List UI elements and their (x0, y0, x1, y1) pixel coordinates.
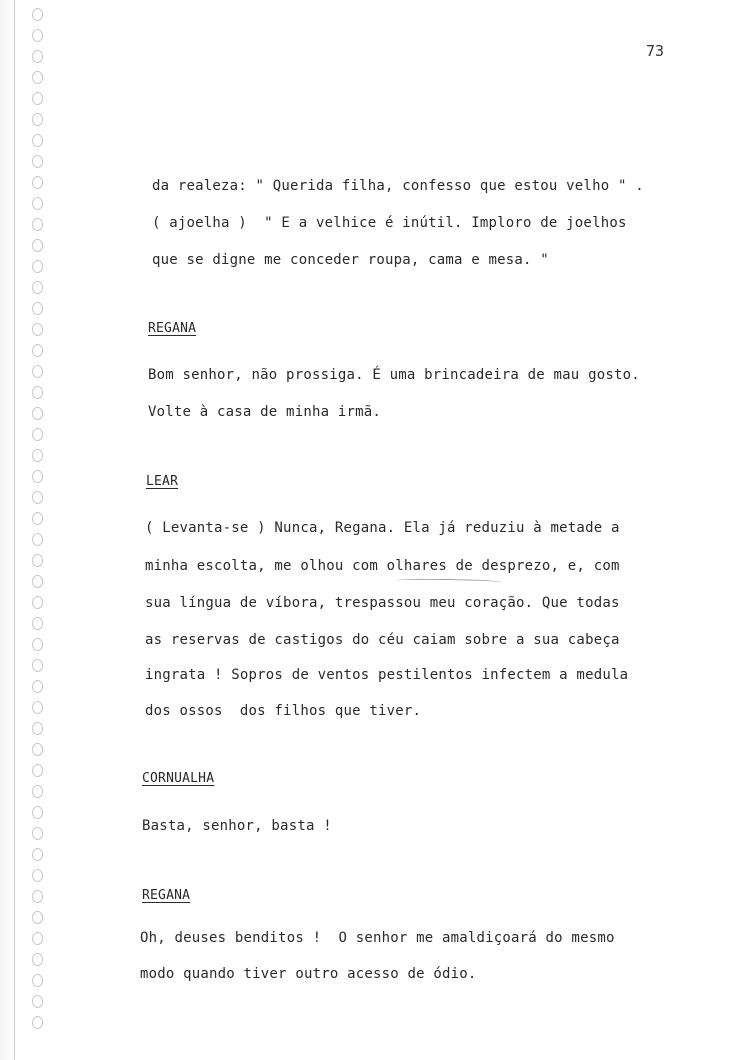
binder-hole (32, 134, 43, 147)
binder-hole (32, 155, 43, 168)
binder-hole (32, 764, 43, 777)
binder-hole (32, 344, 43, 357)
text-line: dos ossos dos filhos que tiver. (145, 703, 422, 719)
binder-hole (32, 449, 43, 462)
binder-hole (32, 743, 43, 756)
binder-hole (32, 92, 43, 105)
pencil-underline-mark (396, 578, 502, 585)
binder-hole (32, 491, 43, 504)
speaker-name: CORNUALHA (142, 771, 215, 786)
binder-hole (32, 953, 43, 966)
binder-hole (32, 1016, 43, 1029)
binder-hole (32, 554, 43, 567)
text-line: ( ajoelha ) " E a velhice é inútil. Imploro de joelhos (152, 215, 627, 231)
binder-hole (32, 995, 43, 1008)
binder-hole (32, 50, 43, 63)
binder-hole (32, 911, 43, 924)
binder-hole (32, 974, 43, 987)
binder-hole (32, 176, 43, 189)
binder-hole (32, 617, 43, 630)
paper-left-edge (0, 0, 15, 1060)
binder-hole (32, 281, 43, 294)
binder-hole (32, 218, 43, 231)
text-line: da realeza: " Querida filha, confesso que estou velho " . (152, 178, 644, 194)
binder-hole (32, 575, 43, 588)
binder-hole (32, 29, 43, 42)
binder-hole (32, 365, 43, 378)
binder-hole (32, 386, 43, 399)
speaker-name: REGANA (142, 888, 191, 903)
binder-hole (32, 197, 43, 210)
binder-hole (32, 659, 43, 672)
binder-hole (32, 512, 43, 525)
binder-holes (32, 8, 48, 1038)
binder-hole (32, 638, 43, 651)
binder-hole (32, 239, 43, 252)
binder-hole (32, 470, 43, 483)
binder-hole (32, 533, 43, 546)
binder-hole (32, 785, 43, 798)
binder-hole (32, 869, 43, 882)
binder-hole (32, 890, 43, 903)
page-number: 73 (646, 42, 665, 60)
text-line: Basta, senhor, basta ! (142, 818, 332, 834)
text-line: Oh, deuses benditos ! O senhor me amaldiçoará do mesmo (140, 930, 615, 946)
binder-hole (32, 806, 43, 819)
binder-hole (32, 302, 43, 315)
text-line: Volte à casa de minha irmã. (148, 404, 381, 420)
binder-hole (32, 701, 43, 714)
text-line: as reservas de castigos do céu caiam sobre a sua cabeça (145, 632, 620, 648)
text-line: minha escolta, me olhou com olhares de desprezo, e, com (145, 558, 620, 574)
text-line: ingrata ! Sopros de ventos pestilentos infectem a medula (145, 667, 629, 683)
binder-hole (32, 932, 43, 945)
binder-hole (32, 323, 43, 336)
binder-hole (32, 260, 43, 273)
binder-hole (32, 596, 43, 609)
binder-hole (32, 722, 43, 735)
binder-hole (32, 8, 43, 21)
speaker-name: LEAR (146, 474, 179, 489)
binder-hole (32, 848, 43, 861)
text-line: modo quando tiver outro acesso de ódio. (140, 966, 477, 982)
text-line: que se digne me conceder roupa, cama e mesa. " (152, 252, 549, 268)
binder-hole (32, 680, 43, 693)
text-line: ( Levanta-se ) Nunca, Regana. Ela já reduziu à metade a (145, 520, 620, 536)
binder-hole (32, 827, 43, 840)
binder-hole (32, 113, 43, 126)
text-line: sua língua de víbora, trespassou meu coração. Que todas (145, 595, 620, 611)
binder-hole (32, 407, 43, 420)
binder-hole (32, 71, 43, 84)
binder-hole (32, 428, 43, 441)
speaker-name: REGANA (148, 321, 197, 336)
text-line: Bom senhor, não prossiga. É uma brincadeira de mau gosto. (148, 367, 640, 383)
